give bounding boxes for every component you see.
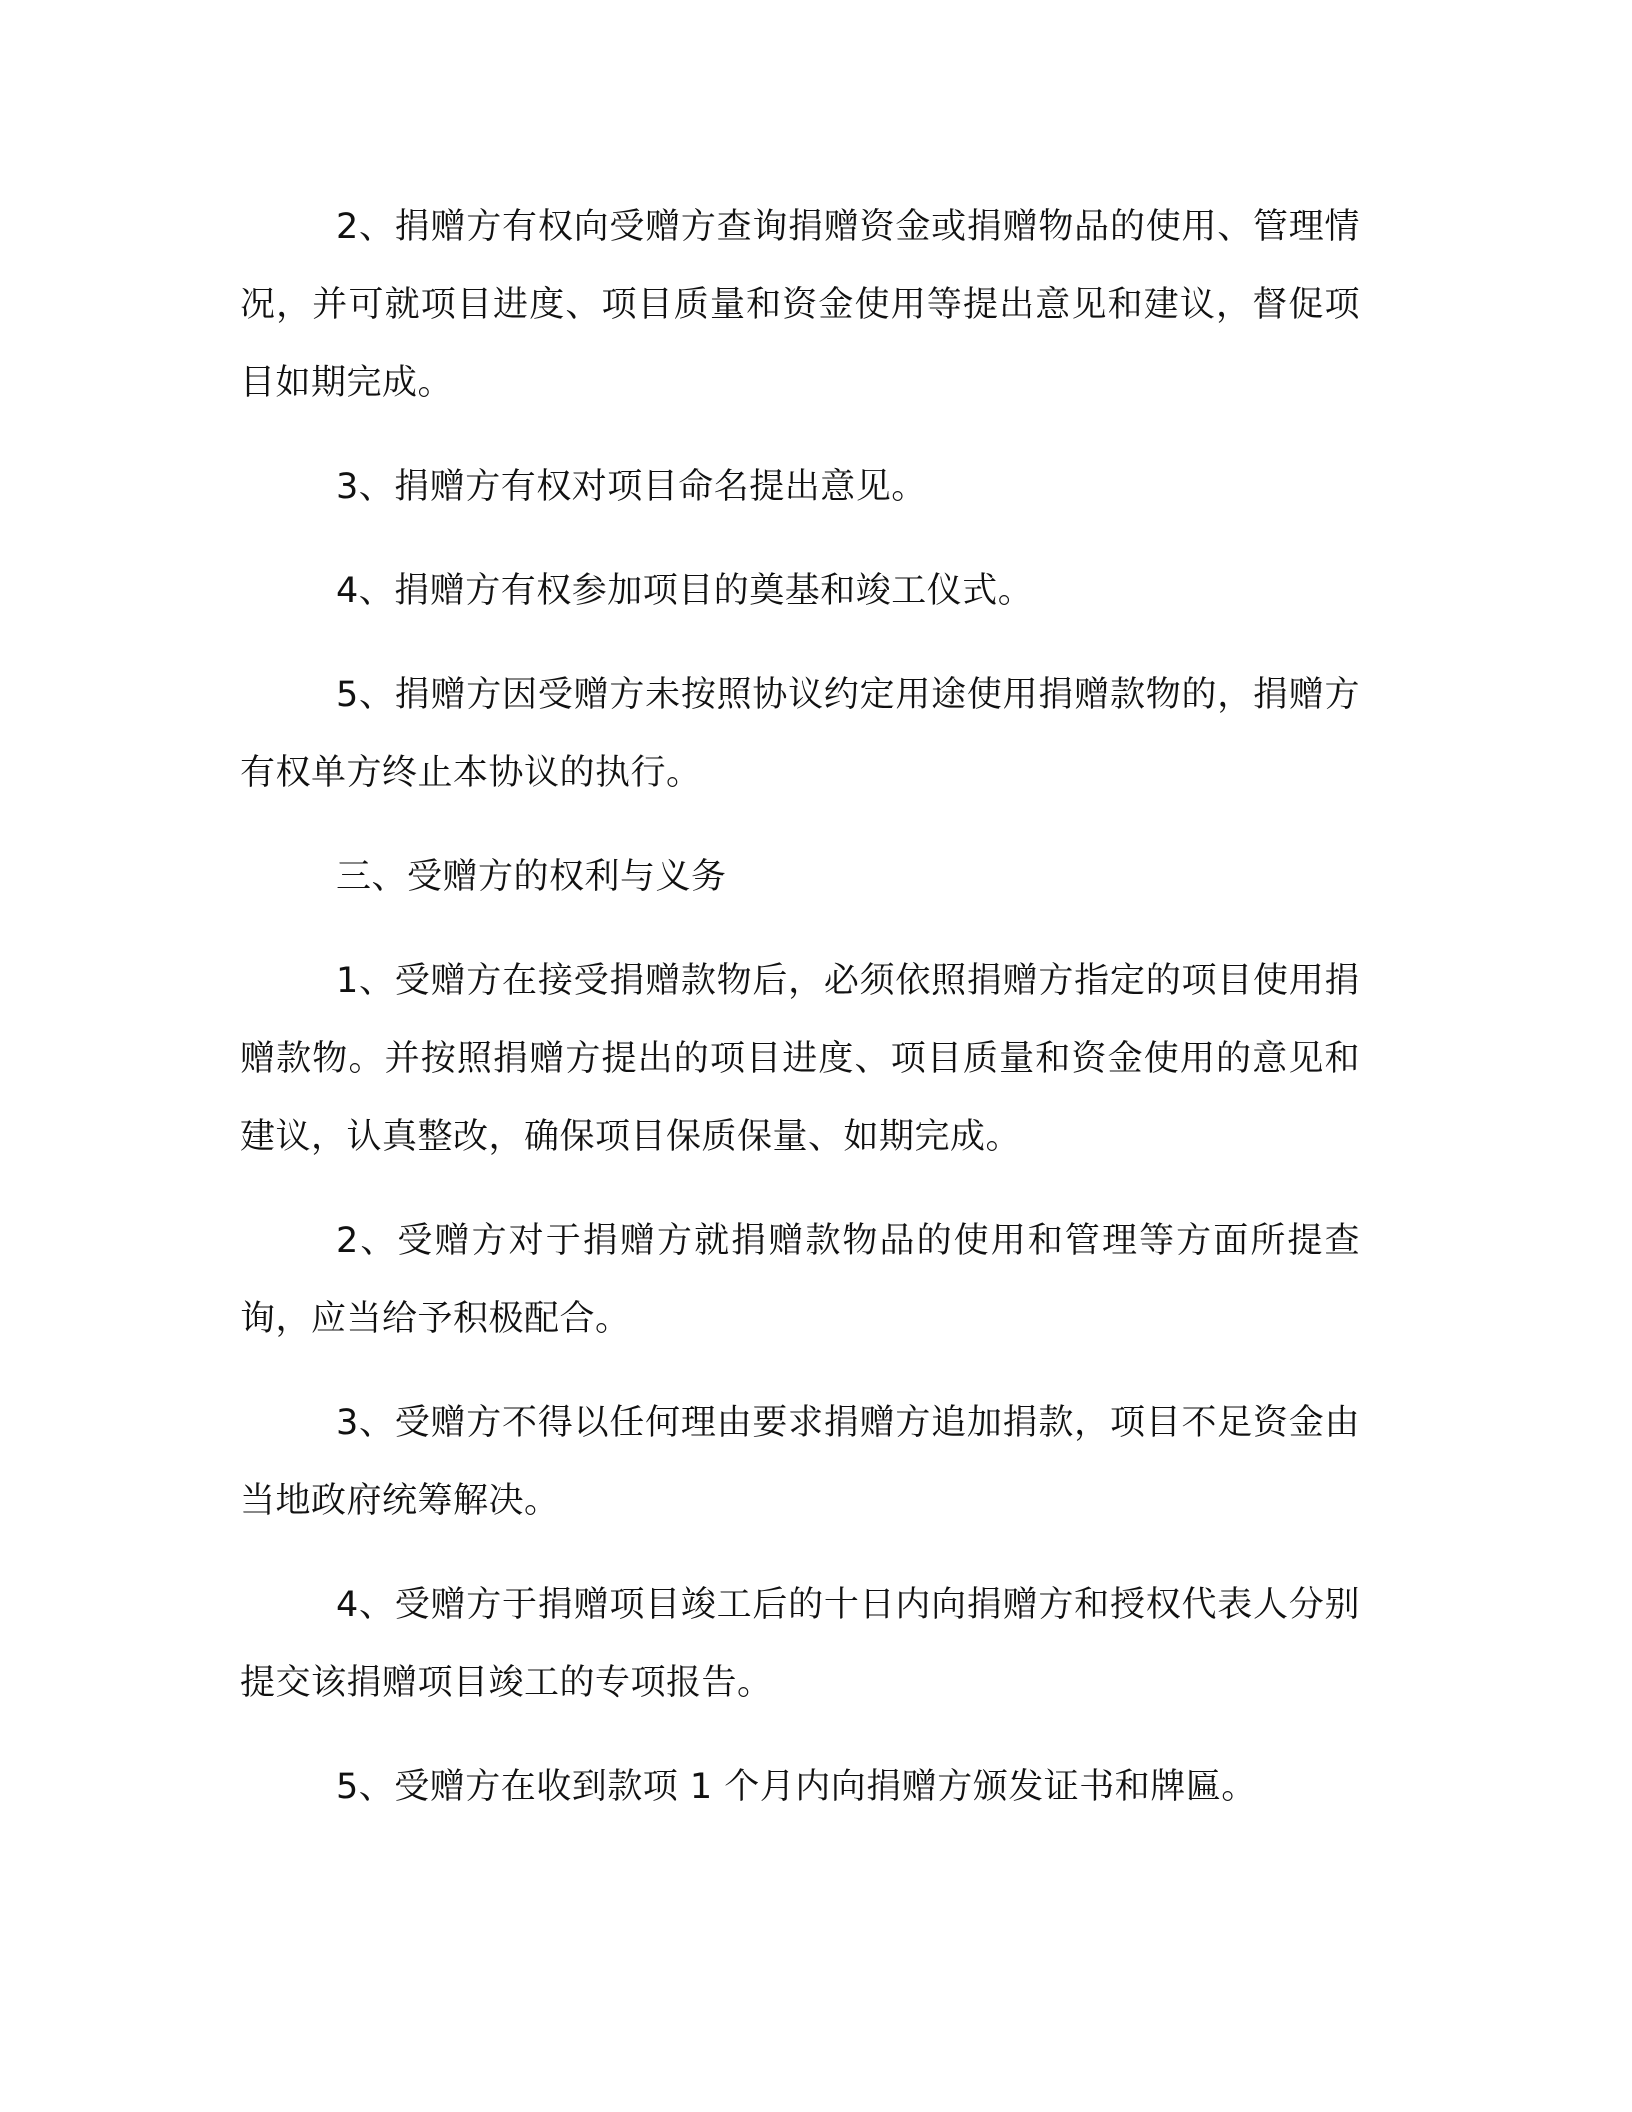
clause-recipient-4: 4、受赠方于捐赠项目竣工后的十日内向捐赠方和授权代表人分别提交该捐赠项目竣工的专项报告。	[240, 1585, 1360, 1703]
document-body	[240, 188, 1360, 1852]
clause-recipient-3: 3、受赠方不得以任何理由要求捐赠方追加捐款，项目不足资金由当地政府统筹解决。	[240, 1403, 1360, 1521]
clause-donor-2: 2、捐赠方有权向受赠方查询捐赠资金或捐赠物品的使用、管理情况，并可就项目进度、项目质量和资金使用等提出意见和建议，督促项目如期完成。	[240, 207, 1360, 403]
clause-donor-5: 5、捐赠方因受赠方未按照协议约定用途使用捐赠款物的，捐赠方有权单方终止本协议的执行。	[240, 675, 1360, 793]
section-heading-recipient: 三、受赠方的权利与义务	[336, 857, 727, 897]
clause-donor-4: 4、捐赠方有权参加项目的奠基和竣工仪式。	[336, 571, 1034, 611]
clause-recipient-1: 1、受赠方在接受捐赠款物后，必须依照捐赠方指定的项目使用捐赠款物。并按照捐赠方提出的项目进度、项目质量和资金使用的意见和建议，认真整改，确保项目保质保量、如期完成。	[240, 961, 1360, 1157]
clause-recipient-5: 5、受赠方在收到款项 1 个月内向捐赠方颁发证书和牌匾。	[336, 1767, 1257, 1807]
clause-recipient-2: 2、受赠方对于捐赠方就捐赠款物品的使用和管理等方面所提查询，应当给予积极配合。	[240, 1221, 1360, 1339]
clause-donor-3: 3、捐赠方有权对项目命名提出意见。	[336, 467, 927, 507]
